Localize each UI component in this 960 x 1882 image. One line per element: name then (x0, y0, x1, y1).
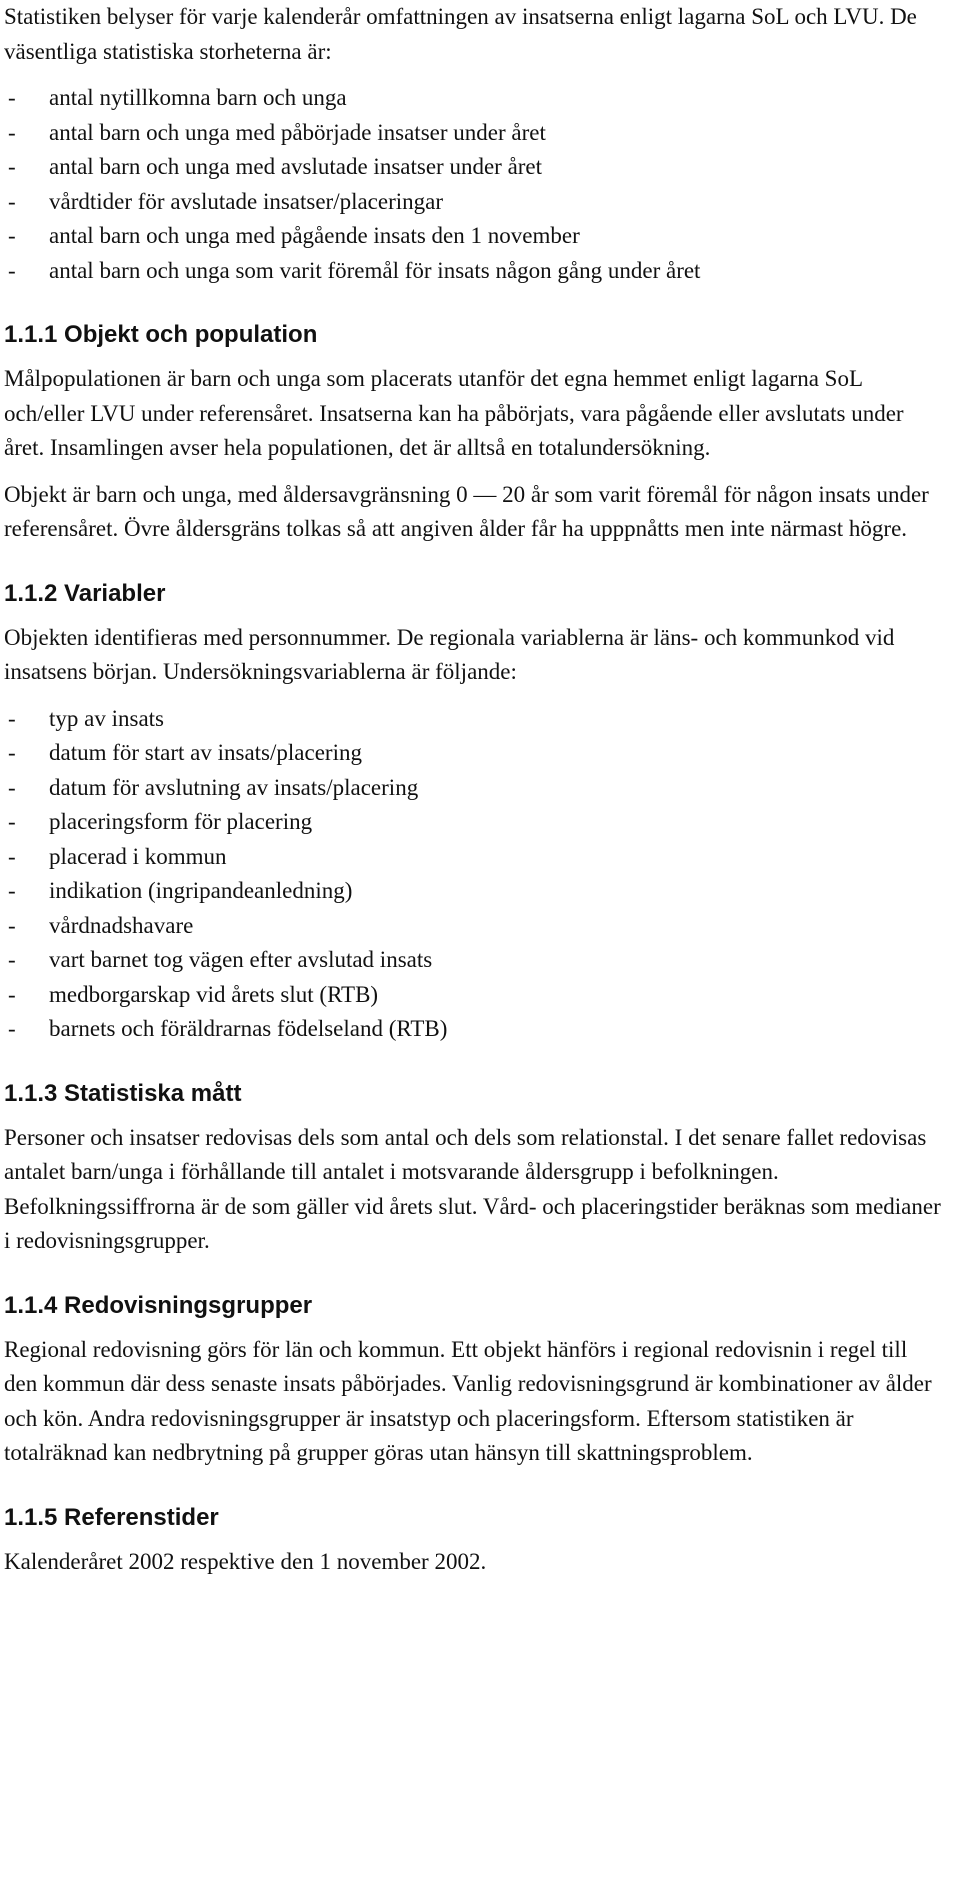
list-item: - placerad i kommun (4, 840, 946, 875)
section-paragraph: Personer och insatser redovisas dels som antal och dels som relationstal. I det senare fallet redovisas antalet barn/unga i förhållande till antalet i motsvarande åldersgrupp i befolkningen. Befolkningssiffrorna är de som gäller vid årets slut. Vård- och placeringstider beräknas som medianer i redovisningsgrupper. (4, 1124, 941, 1253)
list-item: - antal barn och unga med påbörjade insatser under året (4, 116, 946, 151)
list-item: - medborgarskap vid årets slut (RTB) (4, 978, 946, 1013)
section-paragraph: Objekten identifieras med personnummer. De regionala variablerna är läns- och kommunkod vid insatsens början. Undersökningsvariablerna är följande: (4, 624, 895, 684)
section-heading-objekt-och-population: 1.1.1 Objekt och population (4, 321, 318, 348)
list-item: - vårdnadshavare (4, 909, 946, 944)
list-item: - datum för start av insats/placering (4, 736, 946, 771)
statistics-list (4, 81, 946, 288)
list-item: - datum för avslutning av insats/placering (4, 771, 946, 806)
section-paragraph: Regional redovisning görs för län och kommun. Ett objekt hänförs i regional redovisnin i regel till den kommun där dess senaste insats påbörjades. Vanlig redovisningsgrund är kombinationer av ålder och kön. Andra redovisningsgrupper är insatstyp och placeringsform. Eftersom statistiken är totalräknad kan nedbrytning på grupper göras utan hänsyn till skattningsproblem. (4, 1336, 932, 1465)
variables-list (4, 702, 946, 1047)
list-item: - vårdtider för avslutade insatser/placeringar (4, 185, 946, 220)
section-paragraph: Kalenderåret 2002 respektive den 1 november 2002. (4, 1548, 487, 1574)
list-item: - antal barn och unga som varit föremål för insats någon gång under året (4, 254, 946, 289)
list-item: - barnets och föräldrarnas födelseland (RTB) (4, 1012, 946, 1047)
section-heading-statistiska-matt: 1.1.3 Statistiska mått (4, 1079, 242, 1107)
list-item: - typ av insats (4, 702, 946, 737)
list-item: - placeringsform för placering (4, 805, 946, 840)
list-item: - antal nytillkomna barn och unga (4, 81, 946, 116)
intro-paragraph: Statistiken belyser för varje kalenderår omfattningen av insatserna enligt lagarna SoL och LVU. De väsentliga statistiska storheterna är: (4, 4, 917, 64)
section-paragraph: Objekt är barn och unga, med åldersavgränsning 0 — 20 år som varit föremål för någon insats under referensåret. Övre åldersgräns tolkas så att angiven ålder får ha upppnåtts men inte närmast högre. (4, 481, 929, 541)
section-heading-referenstider: 1.1.5 Referenstider (4, 1503, 219, 1531)
list-item: - vart barnet tog vägen efter avslutad insats (4, 943, 946, 978)
section-paragraph: Målpopulationen är barn och unga som placerats utanför det egna hemmet enligt lagarna SoL och/eller LVU under referensåret. Insatserna kan ha påbörjats, vara pågående eller avslutats under året. Insamlingen avser hela populationen, det är alltså en totalundersökning. (4, 366, 904, 460)
list-item: - antal barn och unga med pågående insats den 1 november (4, 219, 946, 254)
section-heading-variabler: 1.1.2 Variabler (4, 579, 166, 607)
list-item: - indikation (ingripandeanledning) (4, 874, 946, 909)
section-heading-redovisningsgrupper: 1.1.4 Redovisningsgrupper (4, 1291, 313, 1319)
list-item: - antal barn och unga med avslutade insatser under året (4, 150, 946, 185)
